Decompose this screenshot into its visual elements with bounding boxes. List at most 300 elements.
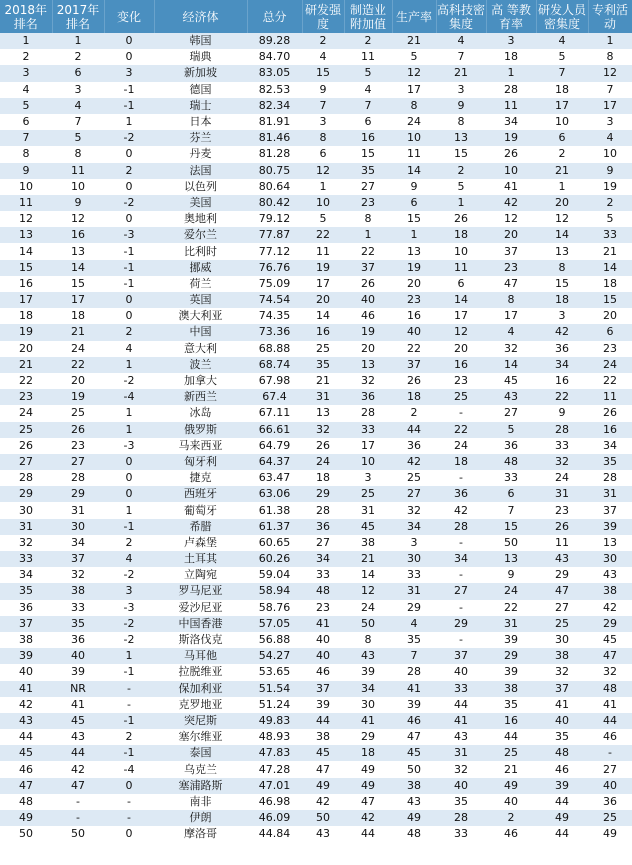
rank-2017-cell: 23 (52, 438, 104, 454)
economy-cell: 澳大利亚 (154, 308, 247, 324)
researcher-concentration-cell: 33 (536, 438, 588, 454)
productivity-cell: 7 (392, 648, 436, 664)
rank-2018-cell: 11 (0, 195, 52, 211)
high-tech-density-cell: 24 (436, 438, 486, 454)
tertiary-education-cell: 33 (486, 470, 536, 486)
productivity-cell: 1 (392, 227, 436, 243)
researcher-concentration-cell: 32 (536, 664, 588, 680)
rank-2018-cell: 10 (0, 179, 52, 195)
rank-2017-cell: 6 (52, 65, 104, 81)
change-cell: 0 (104, 211, 154, 227)
rd-intensity-cell: 32 (302, 422, 344, 438)
tertiary-education-cell: 15 (486, 519, 536, 535)
tertiary-education-cell: 47 (486, 276, 536, 292)
tertiary-education-cell: 45 (486, 373, 536, 389)
patent-activity-cell: 41 (588, 697, 632, 713)
productivity-cell: 14 (392, 163, 436, 179)
productivity-cell: 23 (392, 292, 436, 308)
total-score-cell: 76.76 (247, 260, 302, 276)
rank-2017-cell: 17 (52, 292, 104, 308)
total-score-cell: 68.88 (247, 341, 302, 357)
rank-2018-cell: 15 (0, 260, 52, 276)
table-row (0, 211, 632, 227)
tertiary-education-cell: 37 (486, 243, 536, 259)
economy-cell: 俄罗斯 (154, 422, 247, 438)
productivity-cell: 40 (392, 324, 436, 340)
rank-2018-cell: 50 (0, 826, 52, 842)
rank-2018-cell: 18 (0, 308, 52, 324)
economy-cell: 塞浦路斯 (154, 778, 247, 794)
table-row (0, 389, 632, 405)
change-cell: -2 (104, 195, 154, 211)
tertiary-education-cell: 1 (486, 65, 536, 81)
tertiary-education-cell: 29 (486, 648, 536, 664)
researcher-concentration-cell: 4 (536, 33, 588, 49)
change-cell: -1 (104, 519, 154, 535)
rank-2017-cell: 20 (52, 373, 104, 389)
rank-2018-cell: 21 (0, 357, 52, 373)
researcher-concentration-cell: 15 (536, 276, 588, 292)
change-cell: -1 (104, 243, 154, 259)
researcher-concentration-header: 研发人员密集度 (536, 0, 588, 33)
researcher-concentration-cell: 1 (536, 179, 588, 195)
high-tech-density-cell: 18 (436, 227, 486, 243)
rd-intensity-cell: 47 (302, 761, 344, 777)
rank-2018-cell: 19 (0, 324, 52, 340)
rank-2017-cell: 15 (52, 276, 104, 292)
rd-intensity-cell: 21 (302, 373, 344, 389)
change-cell: -1 (104, 82, 154, 98)
high-tech-density-cell: 25 (436, 389, 486, 405)
researcher-concentration-cell: 34 (536, 357, 588, 373)
manufacturing-value-added-cell: 6 (344, 114, 392, 130)
tertiary-education-cell: 39 (486, 664, 536, 680)
change-cell: -1 (104, 276, 154, 292)
total-score-cell: 84.70 (247, 49, 302, 65)
patent-activity-cell: 32 (588, 664, 632, 680)
rank-2018-cell: 45 (0, 745, 52, 761)
tertiary-education-cell: 39 (486, 632, 536, 648)
rank-2018-cell: 37 (0, 616, 52, 632)
tertiary-education-cell: 21 (486, 761, 536, 777)
economy-cell: 西班牙 (154, 486, 247, 502)
productivity-cell: 37 (392, 357, 436, 373)
patent-activity-cell: 27 (588, 761, 632, 777)
manufacturing-value-added-cell: 2 (344, 33, 392, 49)
productivity-cell: 35 (392, 632, 436, 648)
patent-activity-cell: 29 (588, 616, 632, 632)
total-score-cell: 56.88 (247, 632, 302, 648)
tertiary-education-cell: 8 (486, 292, 536, 308)
total-score-cell: 83.05 (247, 65, 302, 81)
patent-activity-cell: 9 (588, 163, 632, 179)
rank-2018-cell: 12 (0, 211, 52, 227)
rank-2018-header: 2018年排名 (0, 0, 52, 33)
table-row (0, 422, 632, 438)
rd-intensity-cell: 1 (302, 179, 344, 195)
patent-activity-cell: 25 (588, 810, 632, 826)
manufacturing-value-added-cell: 33 (344, 422, 392, 438)
patent-activity-cell: 2 (588, 195, 632, 211)
researcher-concentration-cell: 26 (536, 519, 588, 535)
tertiary-education-cell: 17 (486, 308, 536, 324)
patent-activity-cell: 34 (588, 438, 632, 454)
high-tech-density-cell: - (436, 405, 486, 421)
change-cell: 1 (104, 405, 154, 421)
rank-2018-cell: 44 (0, 729, 52, 745)
productivity-cell: 31 (392, 583, 436, 599)
manufacturing-value-added-cell: 16 (344, 130, 392, 146)
total-score-cell: 61.38 (247, 502, 302, 518)
researcher-concentration-cell: 44 (536, 794, 588, 810)
table-row (0, 583, 632, 599)
tertiary-education-cell: 13 (486, 551, 536, 567)
researcher-concentration-cell: 37 (536, 681, 588, 697)
high-tech-density-cell: 26 (436, 211, 486, 227)
rank-2018-cell: 4 (0, 82, 52, 98)
change-cell: 0 (104, 826, 154, 842)
high-tech-density-cell: 43 (436, 729, 486, 745)
table-row (0, 729, 632, 745)
table-row (0, 567, 632, 583)
rank-2017-cell: 22 (52, 357, 104, 373)
manufacturing-value-added-cell: 23 (344, 195, 392, 211)
high-tech-density-cell: 28 (436, 519, 486, 535)
rank-2017-cell: 28 (52, 470, 104, 486)
rank-2018-cell: 38 (0, 632, 52, 648)
total-score-cell: 67.11 (247, 405, 302, 421)
high-tech-density-cell: 22 (436, 422, 486, 438)
rd-intensity-cell: 9 (302, 82, 344, 98)
patent-activity-cell: 26 (588, 405, 632, 421)
high-tech-density-cell: 10 (436, 243, 486, 259)
rank-2018-cell: 27 (0, 454, 52, 470)
manufacturing-value-added-cell: 27 (344, 179, 392, 195)
rd-intensity-cell: 35 (302, 357, 344, 373)
table-row (0, 454, 632, 470)
researcher-concentration-cell: 32 (536, 454, 588, 470)
total-score-cell: 66.61 (247, 422, 302, 438)
economy-cell: 奥地利 (154, 211, 247, 227)
productivity-cell: 43 (392, 794, 436, 810)
rank-2018-cell: 49 (0, 810, 52, 826)
rank-2018-cell: 40 (0, 664, 52, 680)
productivity-cell: 2 (392, 405, 436, 421)
change-cell: 0 (104, 778, 154, 794)
researcher-concentration-cell: 25 (536, 616, 588, 632)
productivity-cell: 18 (392, 389, 436, 405)
total-score-cell: 54.27 (247, 648, 302, 664)
table-row (0, 794, 632, 810)
patent-activity-cell: 3 (588, 114, 632, 130)
total-score-cell: 46.98 (247, 794, 302, 810)
productivity-cell: 27 (392, 486, 436, 502)
rank-2018-cell: 22 (0, 373, 52, 389)
rd-intensity-cell: 22 (302, 227, 344, 243)
high-tech-density-cell: 11 (436, 260, 486, 276)
total-score-cell: 46.09 (247, 810, 302, 826)
total-score-cell: 77.12 (247, 243, 302, 259)
rd-intensity-cell: 40 (302, 632, 344, 648)
total-score-cell: 48.93 (247, 729, 302, 745)
rank-2017-cell: 11 (52, 163, 104, 179)
economy-cell: 马来西亚 (154, 438, 247, 454)
manufacturing-value-added-cell: 13 (344, 357, 392, 373)
change-cell: 1 (104, 502, 154, 518)
economy-cell: 斯洛伐克 (154, 632, 247, 648)
change-cell: -1 (104, 745, 154, 761)
manufacturing-value-added-header: 制造业附加值 (344, 0, 392, 33)
rank-2017-cell: 2 (52, 49, 104, 65)
rank-2018-cell: 9 (0, 163, 52, 179)
table-row (0, 810, 632, 826)
manufacturing-value-added-cell: 18 (344, 745, 392, 761)
rd-intensity-cell: 26 (302, 438, 344, 454)
high-tech-density-cell: 29 (436, 616, 486, 632)
rank-2018-cell: 34 (0, 567, 52, 583)
table-row (0, 308, 632, 324)
patent-activity-cell: 23 (588, 341, 632, 357)
change-cell: 0 (104, 486, 154, 502)
total-score-cell: 79.12 (247, 211, 302, 227)
total-score-cell: 67.98 (247, 373, 302, 389)
total-score-cell: 60.65 (247, 535, 302, 551)
productivity-cell: 12 (392, 65, 436, 81)
change-cell: -4 (104, 761, 154, 777)
productivity-cell: 34 (392, 519, 436, 535)
economy-cell: 以色列 (154, 179, 247, 195)
productivity-cell: 30 (392, 551, 436, 567)
total-score-cell: 81.28 (247, 146, 302, 162)
tertiary-education-cell: 44 (486, 729, 536, 745)
productivity-cell: 13 (392, 243, 436, 259)
rd-intensity-cell: 17 (302, 276, 344, 292)
patent-activity-cell: 36 (588, 794, 632, 810)
patent-activity-cell: 45 (588, 632, 632, 648)
change-cell: -1 (104, 713, 154, 729)
high-tech-density-cell: 28 (436, 810, 486, 826)
economy-cell: 克罗地亚 (154, 697, 247, 713)
manufacturing-value-added-cell: 34 (344, 681, 392, 697)
change-cell: 0 (104, 179, 154, 195)
manufacturing-value-added-cell: 38 (344, 535, 392, 551)
change-cell: 0 (104, 292, 154, 308)
economy-cell: 英国 (154, 292, 247, 308)
tertiary-education-cell: 35 (486, 697, 536, 713)
rank-2017-cell: 32 (52, 567, 104, 583)
economy-cell: 荷兰 (154, 276, 247, 292)
rank-2017-cell: 34 (52, 535, 104, 551)
productivity-cell: 33 (392, 567, 436, 583)
table-row (0, 82, 632, 98)
change-cell: 0 (104, 454, 154, 470)
rank-2017-cell: 19 (52, 389, 104, 405)
rank-2017-cell: 39 (52, 664, 104, 680)
rank-2017-cell: 37 (52, 551, 104, 567)
change-cell: -2 (104, 616, 154, 632)
high-tech-density-cell: 42 (436, 502, 486, 518)
rd-intensity-cell: 48 (302, 583, 344, 599)
table-row (0, 114, 632, 130)
manufacturing-value-added-cell: 12 (344, 583, 392, 599)
manufacturing-value-added-cell: 43 (344, 648, 392, 664)
manufacturing-value-added-cell: 30 (344, 697, 392, 713)
rank-2017-cell: 13 (52, 243, 104, 259)
rank-2017-cell: 18 (52, 308, 104, 324)
high-tech-density-cell: 23 (436, 373, 486, 389)
productivity-cell: 9 (392, 179, 436, 195)
rank-2018-cell: 48 (0, 794, 52, 810)
high-tech-density-cell: - (436, 470, 486, 486)
economy-cell: 突尼斯 (154, 713, 247, 729)
rd-intensity-cell: 28 (302, 502, 344, 518)
economy-cell: 葡萄牙 (154, 502, 247, 518)
productivity-cell: 38 (392, 778, 436, 794)
productivity-cell: 44 (392, 422, 436, 438)
high-tech-density-cell: 18 (436, 454, 486, 470)
rd-intensity-cell: 20 (302, 292, 344, 308)
table-row (0, 486, 632, 502)
researcher-concentration-cell: 20 (536, 195, 588, 211)
researcher-concentration-cell: 42 (536, 324, 588, 340)
rank-2018-cell: 6 (0, 114, 52, 130)
table-row (0, 195, 632, 211)
economy-cell: 保加利亚 (154, 681, 247, 697)
rank-2017-cell: - (52, 810, 104, 826)
patent-activity-cell: 47 (588, 648, 632, 664)
change-cell: 3 (104, 65, 154, 81)
change-cell: - (104, 681, 154, 697)
tertiary-education-cell: 14 (486, 357, 536, 373)
total-score-cell: 81.46 (247, 130, 302, 146)
table-row (0, 357, 632, 373)
economy-cell: 波兰 (154, 357, 247, 373)
manufacturing-value-added-cell: 37 (344, 260, 392, 276)
rd-intensity-cell: 33 (302, 567, 344, 583)
total-score-cell: 51.54 (247, 681, 302, 697)
rd-intensity-cell: 24 (302, 454, 344, 470)
patent-activity-cell: 24 (588, 357, 632, 373)
change-cell: -1 (104, 98, 154, 114)
patent-activity-cell: 43 (588, 567, 632, 583)
patent-activity-cell: 37 (588, 502, 632, 518)
economy-cell: 泰国 (154, 745, 247, 761)
high-tech-density-cell: 17 (436, 308, 486, 324)
tertiary-education-cell: 50 (486, 535, 536, 551)
economy-cell: 丹麦 (154, 146, 247, 162)
total-score-cell: 60.26 (247, 551, 302, 567)
table-row (0, 745, 632, 761)
total-score-cell: 81.91 (247, 114, 302, 130)
change-cell: - (104, 794, 154, 810)
high-tech-density-cell: 34 (436, 551, 486, 567)
rank-2018-cell: 47 (0, 778, 52, 794)
rd-intensity-cell: 18 (302, 470, 344, 486)
rank-2017-cell: 30 (52, 519, 104, 535)
rank-2017-cell: 10 (52, 179, 104, 195)
change-cell: 2 (104, 535, 154, 551)
table-row (0, 535, 632, 551)
rd-intensity-cell: 31 (302, 389, 344, 405)
patent-activity-cell: - (588, 745, 632, 761)
table-row (0, 98, 632, 114)
manufacturing-value-added-cell: 5 (344, 65, 392, 81)
researcher-concentration-cell: 13 (536, 243, 588, 259)
rd-intensity-cell: 36 (302, 519, 344, 535)
researcher-concentration-cell: 36 (536, 341, 588, 357)
researcher-concentration-cell: 38 (536, 648, 588, 664)
rank-2017-cell: 4 (52, 98, 104, 114)
table-row (0, 130, 632, 146)
header-row (0, 0, 632, 33)
total-score-cell: 57.05 (247, 616, 302, 632)
productivity-cell: 8 (392, 98, 436, 114)
tertiary-education-cell: 11 (486, 98, 536, 114)
rank-2017-cell: 35 (52, 616, 104, 632)
patent-activity-cell: 19 (588, 179, 632, 195)
total-score-cell: 49.83 (247, 713, 302, 729)
patent-activity-cell: 21 (588, 243, 632, 259)
researcher-concentration-cell: 39 (536, 778, 588, 794)
patent-activity-cell: 22 (588, 373, 632, 389)
change-cell: - (104, 697, 154, 713)
productivity-cell: 15 (392, 211, 436, 227)
tertiary-education-cell: 27 (486, 405, 536, 421)
researcher-concentration-cell: 23 (536, 502, 588, 518)
patent-activity-cell: 33 (588, 227, 632, 243)
total-score-cell: 82.34 (247, 98, 302, 114)
economy-cell: 挪威 (154, 260, 247, 276)
rank-2017-cell: 27 (52, 454, 104, 470)
rd-intensity-cell: 11 (302, 243, 344, 259)
total-score-cell: 77.87 (247, 227, 302, 243)
total-score-cell: 74.54 (247, 292, 302, 308)
rd-intensity-cell: 46 (302, 664, 344, 680)
rd-intensity-cell: 7 (302, 98, 344, 114)
patent-activity-cell: 46 (588, 729, 632, 745)
patent-activity-cell: 13 (588, 535, 632, 551)
rd-intensity-cell: 37 (302, 681, 344, 697)
total-score-cell: 53.65 (247, 664, 302, 680)
patent-activity-cell: 16 (588, 422, 632, 438)
productivity-cell: 5 (392, 49, 436, 65)
change-cell: 0 (104, 49, 154, 65)
rd-intensity-cell: 23 (302, 600, 344, 616)
manufacturing-value-added-cell: 29 (344, 729, 392, 745)
change-cell: -1 (104, 260, 154, 276)
table-row (0, 470, 632, 486)
rank-2017-cell: 33 (52, 600, 104, 616)
tertiary-education-cell: 7 (486, 502, 536, 518)
manufacturing-value-added-cell: 46 (344, 308, 392, 324)
high-tech-density-cell: - (436, 535, 486, 551)
total-score-cell: 82.53 (247, 82, 302, 98)
rd-intensity-cell: 19 (302, 260, 344, 276)
rank-2017-cell: 40 (52, 648, 104, 664)
rank-2017-cell: 24 (52, 341, 104, 357)
tertiary-education-cell: 5 (486, 422, 536, 438)
manufacturing-value-added-cell: 1 (344, 227, 392, 243)
rank-2018-cell: 33 (0, 551, 52, 567)
researcher-concentration-cell: 30 (536, 632, 588, 648)
productivity-header: 生产率 (392, 0, 436, 33)
rank-2017-cell: 8 (52, 146, 104, 162)
patent-activity-cell: 4 (588, 130, 632, 146)
total-score-cell: 61.37 (247, 519, 302, 535)
change-cell: 2 (104, 729, 154, 745)
patent-activity-cell: 11 (588, 389, 632, 405)
patent-activity-cell: 1 (588, 33, 632, 49)
